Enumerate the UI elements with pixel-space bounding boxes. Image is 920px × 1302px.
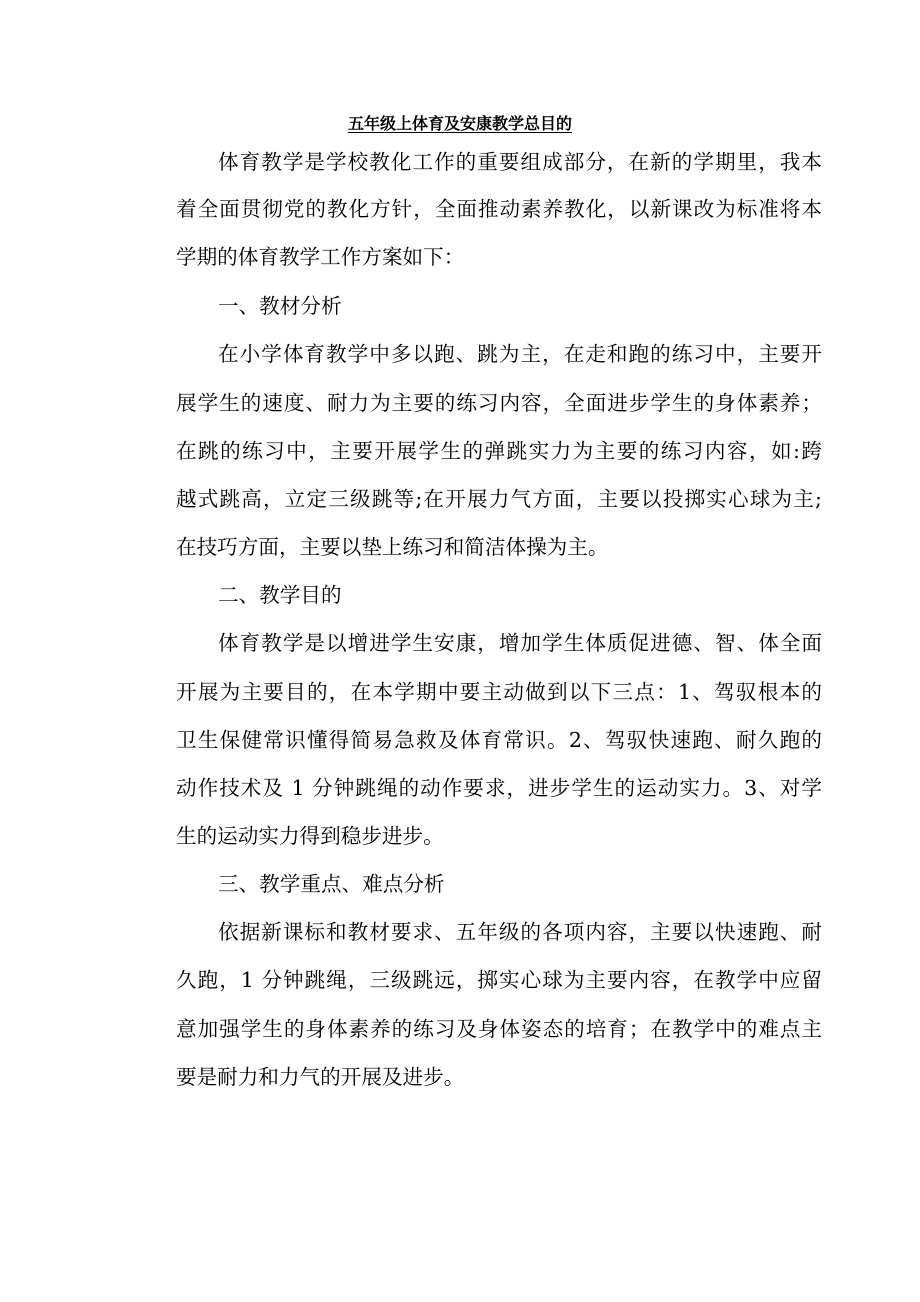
section1-line: 在跳的练习中，主要开展学生的弹跳实力为主要的练习内容，如:跨 xyxy=(176,439,822,463)
intro-line: 学期的体育教学工作方案如下： xyxy=(176,245,465,269)
section2-line: 开展为主要目的，在本学期中要主动做到以下三点：1、驾驭根本的 xyxy=(176,680,822,704)
section-heading-3: 三、教学重点、难点分析 xyxy=(218,872,445,896)
section-heading-1: 一、教材分析 xyxy=(218,294,342,318)
section2-line: 动作技术及 1 分钟跳绳的动作要求，进步学生的运动实力。3、对学 xyxy=(176,776,822,800)
section3-line: 依据新课标和教材要求、五年级的各项内容，主要以快速跑、耐 xyxy=(218,920,822,944)
section3-line: 要是耐力和力气的开展及进步。 xyxy=(176,1065,465,1089)
section1-line: 越式跳高，立定三级跳等;在开展力气方面，主要以投掷实心球为主; xyxy=(176,487,822,511)
section2-line: 卫生保健常识懂得简易急救及体育常识。2、驾驭快速跑、耐久跑的 xyxy=(176,728,822,752)
section3-line: 久跑，1 分钟跳绳，三级跳远，掷实心球为主要内容，在教学中应留 xyxy=(176,968,822,992)
section2-line: 体育教学是以增进学生安康，增加学生体质促进德、智、体全面 xyxy=(218,631,822,655)
section-heading-2: 二、教学目的 xyxy=(218,583,342,607)
section2-line: 生的运动实力得到稳步进步。 xyxy=(176,824,444,848)
intro-line: 体育教学是学校教化工作的重要组成部分，在新的学期里，我本 xyxy=(218,150,822,174)
document-title: 五年级上体育及安康教学总目的 xyxy=(347,114,572,133)
section1-line: 在技巧方面，主要以垫上练习和简洁体操为主。 xyxy=(176,535,609,559)
section1-line: 在小学体育教学中多以跑、跳为主，在走和跑的练习中，主要开 xyxy=(218,342,822,366)
section3-line: 意加强学生的身体素养的练习及身体姿态的培育；在教学中的难点主 xyxy=(176,1017,822,1041)
intro-line: 着全面贯彻党的教化方针，全面推动素养教化，以新课改为标准将本 xyxy=(176,197,822,221)
section1-line: 展学生的速度、耐力为主要的练习内容，全面进步学生的身体素养； xyxy=(176,391,822,415)
